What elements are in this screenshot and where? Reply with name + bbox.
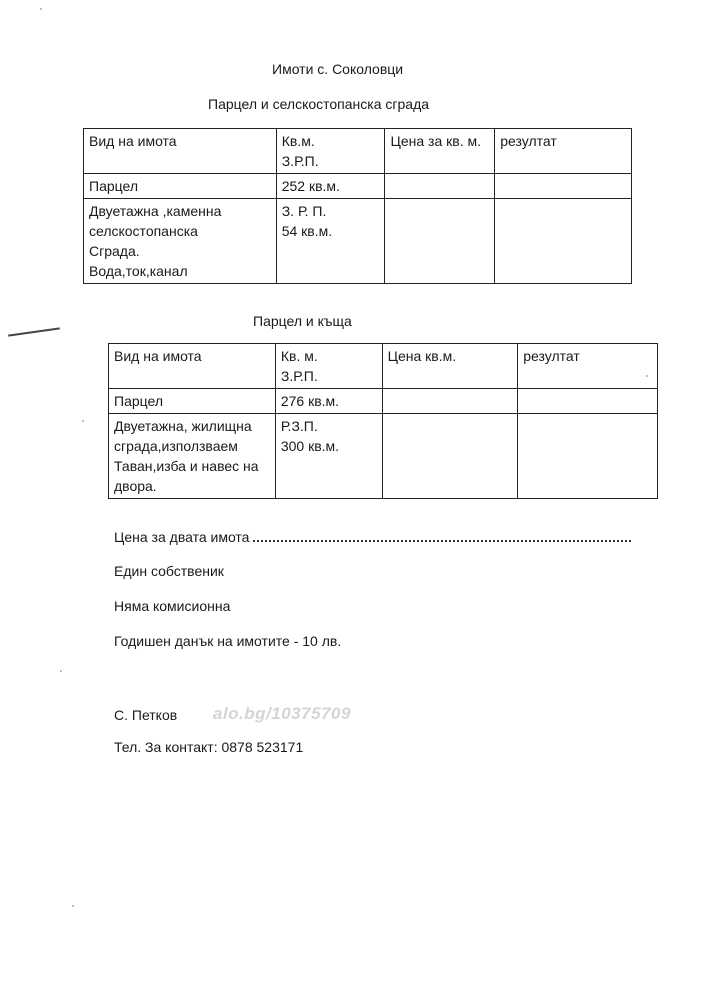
price-dotted-leader: [253, 528, 631, 542]
section2-heading: Парцел и къща: [253, 313, 352, 329]
price-label: Цена за двата имота: [114, 529, 250, 545]
document-title: Имоти с. Соколовци: [272, 61, 404, 77]
cell-result: [518, 414, 658, 499]
cell-result: [518, 389, 658, 414]
cell-price: [382, 414, 518, 499]
cell-price: [385, 174, 495, 199]
cell-price: [385, 199, 495, 284]
table-plot-house: [108, 343, 658, 499]
tax-line: Годишен данък на имотите - 10 лв.: [114, 633, 342, 649]
owner-line: Един собственик: [114, 563, 224, 579]
header-price-per-sqm: Цена за кв. м.: [385, 129, 495, 174]
price-line: [114, 528, 631, 545]
header-result: резултат: [518, 344, 658, 389]
cell-price: [382, 389, 518, 414]
header-area: Кв.м. З.Р.П.: [276, 129, 385, 174]
cell-property-type: Двуетажна, жилищна сграда,използваем Таван,изба и навес на двора.: [109, 414, 276, 499]
table-plot-farm-building: [83, 128, 632, 284]
table-row: [84, 199, 632, 284]
cell-result: [495, 199, 632, 284]
table-row: [84, 174, 632, 199]
pen-stroke-mark: [8, 327, 60, 336]
contact-line: Тел. За контакт: 0878 523171: [114, 739, 304, 755]
scan-speck: [72, 905, 74, 907]
cell-property-type: Парцел: [84, 174, 277, 199]
scan-speck: [60, 670, 62, 672]
scan-speck: [82, 420, 84, 422]
cell-property-type: Парцел: [109, 389, 276, 414]
header-result: резултат: [495, 129, 632, 174]
commission-line: Няма комисионна: [114, 598, 231, 614]
cell-result: [495, 174, 632, 199]
cell-area: 276 кв.м.: [275, 389, 382, 414]
scan-speck: [40, 8, 42, 10]
cell-area: 252 кв.м.: [276, 174, 385, 199]
table-header-row: [109, 344, 658, 389]
cell-property-type: Двуетажна ,каменна селскостопанска Сграда. Вода,ток,канал: [84, 199, 277, 284]
header-price-per-sqm: Цена кв.м.: [382, 344, 518, 389]
section1-heading: Парцел и селскостопанска сграда: [208, 96, 430, 112]
header-property-type: Вид на имота: [84, 129, 277, 174]
signature-name: С. Петков: [114, 707, 178, 723]
cell-area: З. Р. П. 54 кв.м.: [276, 199, 385, 284]
header-property-type: Вид на имота: [109, 344, 276, 389]
table-row: [109, 414, 658, 499]
scan-speck: [646, 375, 648, 377]
header-area: Кв. м. З.Р.П.: [275, 344, 382, 389]
table-header-row: [84, 129, 632, 174]
watermark: alo.bg/10375709: [213, 704, 351, 723]
cell-area: Р.З.П. 300 кв.м.: [275, 414, 382, 499]
table-row: [109, 389, 658, 414]
